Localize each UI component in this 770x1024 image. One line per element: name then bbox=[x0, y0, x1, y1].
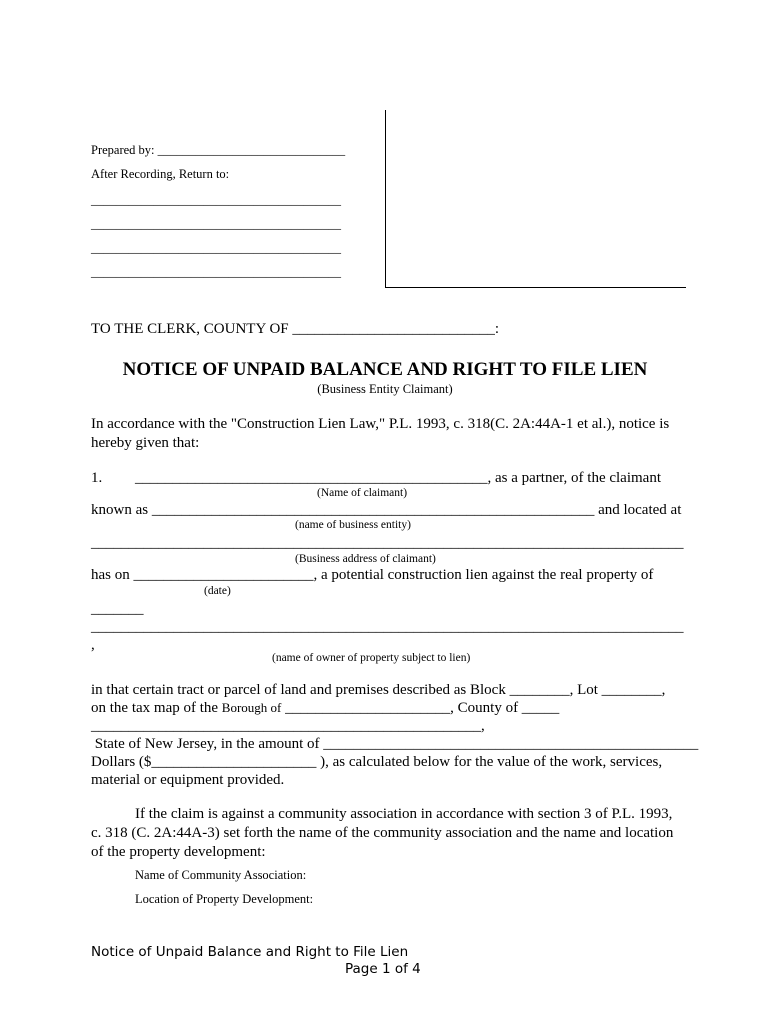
return-line-3: ________________________________________ bbox=[91, 241, 341, 255]
return-line-1: ________________________________________ bbox=[91, 193, 341, 207]
footer-page-number: Page 1 of 4 bbox=[345, 961, 421, 977]
return-line-4: ________________________________________ bbox=[91, 265, 341, 279]
recording-box-bottom-border bbox=[385, 287, 686, 288]
dollars-line: Dollars ($______________________ ), as calculated below for the value of the work, services, bbox=[91, 754, 663, 770]
claimant-name-line: _______________________________________________, as a partner, of the claimant bbox=[135, 470, 661, 486]
footer-document-title: Notice of Unpaid Balance and Right to File Lien bbox=[91, 944, 409, 960]
community-line-2: c. 318 (C. 2A:44A-3) set forth the name of the community association and the name and location bbox=[91, 825, 674, 841]
claimant-name-caption: (Name of claimant) bbox=[317, 487, 408, 499]
owner-comma: , bbox=[91, 637, 95, 653]
known-as-line: known as ___________________________________________________________ and located at bbox=[91, 502, 682, 518]
item-number: 1. bbox=[91, 470, 103, 486]
return-line-2: ________________________________________ bbox=[91, 217, 341, 231]
state-amount-line: State of New Jersey, in the amount of __________________________________________________ bbox=[91, 736, 699, 752]
recording-box-left-border bbox=[385, 110, 386, 288]
business-address-caption: (Business address of claimant) bbox=[295, 553, 436, 565]
community-line-3: of the property development: bbox=[91, 844, 266, 860]
intro-line-1: In accordance with the "Construction Lien Law," P.L. 1993, c. 318(C. 2A:44A-1 et al.), notice is bbox=[91, 416, 670, 432]
date-caption: (date) bbox=[204, 585, 231, 597]
clerk-county-line: TO THE CLERK, COUNTY OF ___________________________: bbox=[91, 321, 500, 337]
block-lot-line: in that certain tract or parcel of land and premises described as Block ________, Lot ________, bbox=[91, 682, 666, 698]
community-association-name-label: Name of Community Association: bbox=[135, 868, 307, 882]
document-title: NOTICE OF UNPAID BALANCE AND RIGHT TO FILE LIEN bbox=[122, 359, 648, 380]
material-line: material or equipment provided. bbox=[91, 772, 285, 788]
business-entity-caption: (name of business entity) bbox=[295, 519, 411, 531]
community-line-1: If the claim is against a community association in accordance with section 3 of P.L. 1993, bbox=[135, 806, 673, 822]
county-of-suffix: ______________________, County of _____ bbox=[281, 700, 560, 716]
property-owner-line: _______________________________________________________________________________ bbox=[91, 619, 684, 635]
prepared-by-field: Prepared by: ______________________________ bbox=[91, 143, 346, 157]
tax-map-line bbox=[91, 700, 559, 717]
property-development-location-label: Location of Property Development: bbox=[135, 892, 314, 906]
has-on-line: has on ________________________, a potential construction lien against the real property of bbox=[91, 567, 654, 583]
after-recording-label: After Recording, Return to: bbox=[91, 167, 230, 181]
short-blank-line: _______ bbox=[91, 601, 144, 617]
business-address-line: _______________________________________________________________________________ bbox=[91, 535, 684, 551]
intro-line-2: hereby given that: bbox=[91, 435, 200, 451]
document-subtitle: (Business Entity Claimant) bbox=[317, 382, 453, 396]
tax-map-prefix: on the tax map of the bbox=[91, 700, 222, 716]
continuation-line: ____________________________________________________, bbox=[91, 718, 485, 734]
borough-of-label: Borough of bbox=[221, 700, 282, 715]
property-owner-caption: (name of owner of property subject to lien) bbox=[272, 652, 471, 664]
